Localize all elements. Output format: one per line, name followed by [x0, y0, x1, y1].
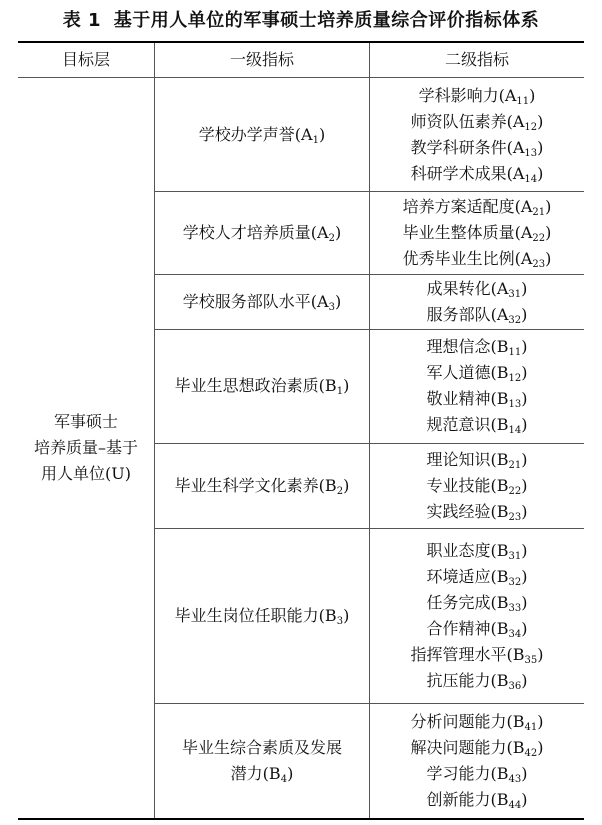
target-level-cell	[18, 78, 154, 818]
level1-indicator-label: 毕业生综合素质及发展	[181, 737, 342, 757]
level2-indicator-item: 解决问题能力$(B_{42})$	[410, 737, 544, 759]
level2-indicator-cell	[370, 443, 584, 528]
level2-indicator-item: 成果转化$(A_{31})$	[426, 278, 528, 300]
level1-indicator-cell	[155, 329, 369, 443]
level1-indicator-cell	[155, 528, 369, 703]
level1-indicator-cell	[155, 443, 369, 528]
level1-indicator-cell	[155, 274, 369, 329]
level2-indicator-item: 职业态度$(B_{31})$	[426, 540, 528, 562]
level1-indicator-cell	[155, 191, 369, 274]
level1-indicator-label: 潜力$(B_4)$	[230, 763, 294, 785]
level2-indicator-cell	[370, 274, 584, 329]
level2-indicator-item: 规范意识$(B_{14})$	[426, 415, 528, 436]
level2-indicator-item: 科研学术成果$(A_{14})$	[410, 163, 544, 185]
level1-indicator-cell	[155, 703, 369, 818]
level2-indicator-item: 专业技能$(B_{22})$	[426, 475, 528, 497]
level1-indicator-label: 学校办学声誉$(A_1)$	[198, 124, 326, 146]
target-line: 用人单位(U)	[41, 464, 131, 483]
level2-indicator-item: 毕业生整体质量$(A_{22})$	[402, 222, 552, 244]
level1-indicator-label: 学校服务部队水平$(A_3)$	[182, 291, 342, 313]
level2-indicator-item: 优秀毕业生比例$(A_{23})$	[402, 248, 552, 270]
level2-indicator-item: 师资队伍素养$(A_{12})$	[410, 111, 544, 133]
level2-indicator-item: 环境适应$(B_{32})$	[426, 566, 528, 588]
level2-indicator-item: 合作精神$(B_{34})$	[426, 618, 528, 640]
level2-indicator-cell	[370, 191, 584, 274]
bottom-rule	[18, 818, 584, 820]
table-title: 基于用人单位的军事硕士培养质量综合评价指标体系	[113, 10, 540, 31]
level2-indicator-cell	[370, 528, 584, 703]
level1-indicator-label: 毕业生思想政治素质$(B_1)$	[174, 376, 350, 397]
level1-indicator-cell	[155, 78, 369, 191]
level2-indicator-item: 敬业精神$(B_{13})$	[426, 389, 528, 410]
level2-indicator-item: 学科影响力$(A_{11})$	[418, 85, 536, 107]
level2-indicator-item: 实践经验$(B_{23})$	[426, 501, 528, 523]
level1-indicator-label: 毕业生科学文化素养$(B_2)$	[174, 475, 350, 497]
level2-indicator-item: 任务完成$(B_{33})$	[426, 592, 528, 614]
level2-indicator-item: 指挥管理水平$(B_{35})$	[410, 644, 544, 666]
header-level2-indicator: 二级指标	[444, 50, 509, 69]
level2-indicator-item: 服务部队$(A_{32})$	[426, 304, 528, 326]
level2-indicator-item: 教学科研条件$(A_{13})$	[410, 137, 544, 159]
target-line: 军事硕士	[53, 412, 118, 431]
level2-indicator-cell	[370, 329, 584, 443]
level2-indicator-item: 培养方案适配度$(A_{21})$	[402, 196, 552, 218]
header-level1-indicator: 一级指标	[229, 50, 294, 69]
level2-indicator-item: 理想信念$(B_{11})$	[426, 337, 528, 358]
level1-indicator-label: 毕业生岗位任职能力$(B_3)$	[174, 605, 350, 627]
level2-indicator-item: 理论知识$(B_{21})$	[426, 449, 528, 471]
level2-indicator-item: 创新能力$(B_{44})$	[426, 789, 528, 811]
level2-indicator-item: 军人道德$(B_{12})$	[426, 363, 528, 384]
level2-indicator-item: 抗压能力$(B_{36})$	[426, 670, 528, 692]
level2-indicator-cell	[370, 703, 584, 818]
level2-indicator-item: 分析问题能力$(B_{41})$	[410, 711, 544, 733]
table-number: 表 1	[62, 10, 101, 31]
target-line: 培养质量–基于	[33, 438, 138, 457]
level2-indicator-cell	[370, 78, 584, 191]
level2-indicator-item: 学习能力$(B_{43})$	[426, 763, 528, 785]
table-caption	[0, 6, 602, 32]
level1-indicator-label: 学校人才培养质量$(A_2)$	[182, 222, 342, 244]
header-target-level: 目标层	[61, 50, 110, 69]
